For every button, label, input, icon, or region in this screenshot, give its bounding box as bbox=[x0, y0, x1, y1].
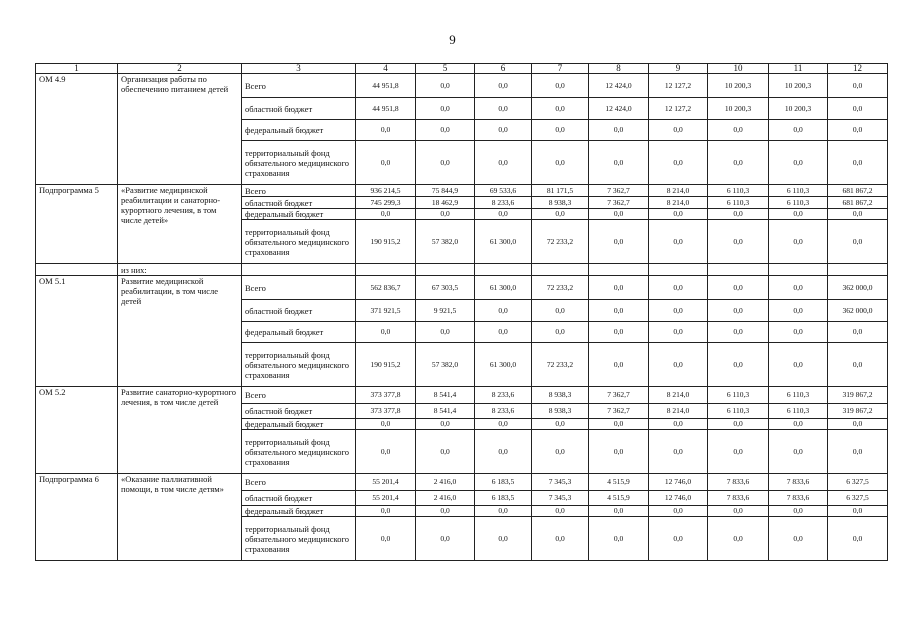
funding-source: федеральный бюджет bbox=[242, 506, 356, 517]
amount-cell: 9 921,5 bbox=[416, 300, 475, 322]
amount-cell: 0,0 bbox=[708, 322, 769, 343]
amount-cell: 6 110,3 bbox=[708, 185, 769, 197]
amount-cell: 0,0 bbox=[769, 343, 828, 387]
amount-cell: 6 327,5 bbox=[828, 491, 888, 506]
amount-cell: 12 746,0 bbox=[649, 491, 708, 506]
column-header: 3 bbox=[242, 64, 356, 74]
amount-cell: 0,0 bbox=[532, 141, 589, 185]
funding-source: федеральный бюджет bbox=[242, 419, 356, 430]
amount-cell: 0,0 bbox=[769, 419, 828, 430]
amount-cell: 6 110,3 bbox=[769, 404, 828, 419]
amount-cell: 0,0 bbox=[769, 209, 828, 220]
amount-cell: 0,0 bbox=[589, 300, 649, 322]
empty-cell bbox=[769, 264, 828, 276]
program-name: «Оказание паллиативной помощи, в том числе детям» bbox=[118, 474, 242, 561]
amount-cell: 0,0 bbox=[828, 74, 888, 98]
amount-cell: 0,0 bbox=[475, 98, 532, 120]
amount-cell: 0,0 bbox=[356, 506, 416, 517]
amount-cell: 0,0 bbox=[769, 120, 828, 141]
amount-cell: 0,0 bbox=[828, 220, 888, 264]
table-row bbox=[36, 185, 888, 197]
amount-cell: 0,0 bbox=[708, 419, 769, 430]
program-code: ОМ 4.9 bbox=[36, 74, 118, 185]
program-code: Подпрограмма 5 bbox=[36, 185, 118, 264]
amount-cell: 8 214,0 bbox=[649, 197, 708, 209]
amount-cell: 0,0 bbox=[589, 220, 649, 264]
empty-cell bbox=[649, 264, 708, 276]
amount-cell: 0,0 bbox=[356, 419, 416, 430]
funding-source: областной бюджет bbox=[242, 300, 356, 322]
column-header: 10 bbox=[708, 64, 769, 74]
amount-cell: 0,0 bbox=[356, 209, 416, 220]
amount-cell: 0,0 bbox=[356, 430, 416, 474]
amount-cell: 0,0 bbox=[589, 343, 649, 387]
amount-cell: 0,0 bbox=[769, 506, 828, 517]
amount-cell: 0,0 bbox=[532, 419, 589, 430]
amount-cell: 0,0 bbox=[649, 322, 708, 343]
amount-cell: 362 000,0 bbox=[828, 300, 888, 322]
amount-cell: 61 300,0 bbox=[475, 276, 532, 300]
funding-source: территориальный фонд обязательного медицинского страхования bbox=[242, 220, 356, 264]
amount-cell: 0,0 bbox=[589, 322, 649, 343]
amount-cell: 0,0 bbox=[828, 209, 888, 220]
amount-cell: 362 000,0 bbox=[828, 276, 888, 300]
amount-cell: 6 110,3 bbox=[769, 387, 828, 404]
amount-cell: 6 183,5 bbox=[475, 491, 532, 506]
amount-cell: 0,0 bbox=[532, 506, 589, 517]
amount-cell: 371 921,5 bbox=[356, 300, 416, 322]
amount-cell: 7 833,6 bbox=[769, 474, 828, 491]
amount-cell: 72 233,2 bbox=[532, 276, 589, 300]
empty-cell bbox=[356, 264, 416, 276]
amount-cell: 8 214,0 bbox=[649, 387, 708, 404]
amount-cell: 0,0 bbox=[475, 141, 532, 185]
amount-cell: 12 127,2 bbox=[649, 74, 708, 98]
amount-cell: 75 844,9 bbox=[416, 185, 475, 197]
amount-cell: 0,0 bbox=[475, 120, 532, 141]
amount-cell: 0,0 bbox=[589, 430, 649, 474]
amount-cell: 0,0 bbox=[769, 276, 828, 300]
between-label: из них: bbox=[118, 264, 242, 276]
empty-cell bbox=[416, 264, 475, 276]
amount-cell: 319 867,2 bbox=[828, 404, 888, 419]
amount-cell: 6 110,3 bbox=[708, 404, 769, 419]
empty-cell bbox=[708, 264, 769, 276]
amount-cell: 8 214,0 bbox=[649, 185, 708, 197]
table-row bbox=[36, 474, 888, 491]
amount-cell: 4 515,9 bbox=[589, 491, 649, 506]
amount-cell: 0,0 bbox=[475, 517, 532, 561]
program-name: Организация работы по обеспечению питанием детей bbox=[118, 74, 242, 185]
amount-cell: 0,0 bbox=[649, 419, 708, 430]
amount-cell: 0,0 bbox=[708, 430, 769, 474]
amount-cell: 0,0 bbox=[532, 120, 589, 141]
amount-cell: 0,0 bbox=[769, 322, 828, 343]
amount-cell: 0,0 bbox=[649, 209, 708, 220]
amount-cell: 8 541,4 bbox=[416, 387, 475, 404]
amount-cell: 0,0 bbox=[416, 322, 475, 343]
amount-cell: 72 233,2 bbox=[532, 220, 589, 264]
amount-cell: 44 951,8 bbox=[356, 98, 416, 120]
amount-cell: 7 833,6 bbox=[708, 491, 769, 506]
amount-cell: 0,0 bbox=[649, 220, 708, 264]
amount-cell: 0,0 bbox=[828, 506, 888, 517]
amount-cell: 0,0 bbox=[828, 141, 888, 185]
table-body bbox=[36, 74, 888, 561]
amount-cell: 562 836,7 bbox=[356, 276, 416, 300]
amount-cell: 0,0 bbox=[708, 506, 769, 517]
amount-cell: 57 382,0 bbox=[416, 220, 475, 264]
amount-cell: 0,0 bbox=[589, 120, 649, 141]
amount-cell: 0,0 bbox=[475, 322, 532, 343]
amount-cell: 0,0 bbox=[532, 209, 589, 220]
amount-cell: 0,0 bbox=[356, 517, 416, 561]
amount-cell: 0,0 bbox=[828, 98, 888, 120]
amount-cell: 0,0 bbox=[589, 276, 649, 300]
amount-cell: 0,0 bbox=[532, 300, 589, 322]
amount-cell: 0,0 bbox=[708, 300, 769, 322]
amount-cell: 8 233,6 bbox=[475, 404, 532, 419]
column-header: 4 bbox=[356, 64, 416, 74]
amount-cell: 7 345,3 bbox=[532, 474, 589, 491]
column-header: 7 bbox=[532, 64, 589, 74]
amount-cell: 0,0 bbox=[769, 141, 828, 185]
amount-cell: 55 201,4 bbox=[356, 474, 416, 491]
amount-cell: 936 214,5 bbox=[356, 185, 416, 197]
funding-source: территориальный фонд обязательного медицинского страхования bbox=[242, 430, 356, 474]
amount-cell: 0,0 bbox=[589, 209, 649, 220]
amount-cell: 0,0 bbox=[589, 506, 649, 517]
funding-source: областной бюджет bbox=[242, 197, 356, 209]
amount-cell: 0,0 bbox=[532, 517, 589, 561]
amount-cell: 6 110,3 bbox=[708, 197, 769, 209]
amount-cell: 0,0 bbox=[532, 322, 589, 343]
amount-cell: 0,0 bbox=[708, 343, 769, 387]
amount-cell: 12 424,0 bbox=[589, 74, 649, 98]
funding-source: федеральный бюджет bbox=[242, 322, 356, 343]
funding-source: областной бюджет bbox=[242, 98, 356, 120]
amount-cell: 10 200,3 bbox=[708, 74, 769, 98]
amount-cell: 0,0 bbox=[649, 506, 708, 517]
column-header: 2 bbox=[118, 64, 242, 74]
program-code: ОМ 5.1 bbox=[36, 276, 118, 387]
program-name: Развитие медицинской реабилитации, в том числе детей bbox=[118, 276, 242, 387]
program-name: «Развитие медицинской реабилитации и санаторно-курортного лечения, в том числе детей» bbox=[118, 185, 242, 264]
amount-cell: 8 541,4 bbox=[416, 404, 475, 419]
funding-source: территориальный фонд обязательного медицинского страхования bbox=[242, 517, 356, 561]
amount-cell: 12 746,0 bbox=[649, 474, 708, 491]
amount-cell: 12 424,0 bbox=[589, 98, 649, 120]
amount-cell: 0,0 bbox=[589, 141, 649, 185]
amount-cell: 0,0 bbox=[708, 120, 769, 141]
amount-cell: 8 938,3 bbox=[532, 387, 589, 404]
funding-source: Всего bbox=[242, 276, 356, 300]
funding-source: Всего bbox=[242, 74, 356, 98]
empty-cell bbox=[242, 264, 356, 276]
amount-cell: 8 938,3 bbox=[532, 404, 589, 419]
amount-cell: 0,0 bbox=[708, 276, 769, 300]
amount-cell: 0,0 bbox=[828, 120, 888, 141]
amount-cell: 0,0 bbox=[708, 141, 769, 185]
amount-cell: 8 938,3 bbox=[532, 197, 589, 209]
amount-cell: 7 362,7 bbox=[589, 197, 649, 209]
amount-cell: 69 533,6 bbox=[475, 185, 532, 197]
amount-cell: 0,0 bbox=[649, 276, 708, 300]
amount-cell: 0,0 bbox=[828, 322, 888, 343]
empty-cell bbox=[532, 264, 589, 276]
program-code: ОМ 5.2 bbox=[36, 387, 118, 474]
funding-source: федеральный бюджет bbox=[242, 209, 356, 220]
amount-cell: 61 300,0 bbox=[475, 343, 532, 387]
amount-cell: 0,0 bbox=[416, 430, 475, 474]
amount-cell: 0,0 bbox=[416, 517, 475, 561]
amount-cell: 0,0 bbox=[828, 430, 888, 474]
program-code: Подпрограмма 6 bbox=[36, 474, 118, 561]
amount-cell: 0,0 bbox=[649, 517, 708, 561]
amount-cell: 0,0 bbox=[649, 300, 708, 322]
amount-cell: 0,0 bbox=[769, 517, 828, 561]
column-header: 9 bbox=[649, 64, 708, 74]
column-header: 12 bbox=[828, 64, 888, 74]
amount-cell: 0,0 bbox=[475, 430, 532, 474]
funding-source: областной бюджет bbox=[242, 491, 356, 506]
amount-cell: 7 345,3 bbox=[532, 491, 589, 506]
funding-source: территориальный фонд обязательного медицинского страхования bbox=[242, 343, 356, 387]
amount-cell: 319 867,2 bbox=[828, 387, 888, 404]
amount-cell: 7 833,6 bbox=[769, 491, 828, 506]
amount-cell: 0,0 bbox=[356, 141, 416, 185]
amount-cell: 6 110,3 bbox=[769, 185, 828, 197]
amount-cell: 10 200,3 bbox=[708, 98, 769, 120]
empty-cell bbox=[475, 264, 532, 276]
column-header: 8 bbox=[589, 64, 649, 74]
amount-cell: 61 300,0 bbox=[475, 220, 532, 264]
amount-cell: 10 200,3 bbox=[769, 74, 828, 98]
amount-cell: 0,0 bbox=[475, 419, 532, 430]
amount-cell: 373 377,8 bbox=[356, 404, 416, 419]
amount-cell: 0,0 bbox=[416, 74, 475, 98]
amount-cell: 0,0 bbox=[649, 343, 708, 387]
funding-source: территориальный фонд обязательного медицинского страхования bbox=[242, 141, 356, 185]
amount-cell: 10 200,3 bbox=[769, 98, 828, 120]
amount-cell: 0,0 bbox=[416, 141, 475, 185]
amount-cell: 7 362,7 bbox=[589, 387, 649, 404]
amount-cell: 0,0 bbox=[769, 220, 828, 264]
budget-table bbox=[35, 63, 888, 561]
amount-cell: 0,0 bbox=[589, 517, 649, 561]
amount-cell: 0,0 bbox=[649, 430, 708, 474]
amount-cell: 190 915,2 bbox=[356, 220, 416, 264]
table-row bbox=[36, 276, 888, 300]
amount-cell: 7 362,7 bbox=[589, 404, 649, 419]
amount-cell: 0,0 bbox=[475, 506, 532, 517]
amount-cell: 67 303,5 bbox=[416, 276, 475, 300]
amount-cell: 0,0 bbox=[532, 98, 589, 120]
column-header: 11 bbox=[769, 64, 828, 74]
funding-source: областной бюджет bbox=[242, 404, 356, 419]
amount-cell: 0,0 bbox=[356, 322, 416, 343]
empty-cell bbox=[36, 264, 118, 276]
column-header: 6 bbox=[475, 64, 532, 74]
amount-cell: 0,0 bbox=[828, 517, 888, 561]
amount-cell: 0,0 bbox=[532, 430, 589, 474]
header-row bbox=[36, 64, 888, 74]
amount-cell: 12 127,2 bbox=[649, 98, 708, 120]
amount-cell: 0,0 bbox=[649, 141, 708, 185]
amount-cell: 4 515,9 bbox=[589, 474, 649, 491]
empty-cell bbox=[589, 264, 649, 276]
amount-cell: 44 951,8 bbox=[356, 74, 416, 98]
amount-cell: 0,0 bbox=[708, 209, 769, 220]
amount-cell: 6 183,5 bbox=[475, 474, 532, 491]
amount-cell: 0,0 bbox=[416, 120, 475, 141]
empty-cell bbox=[828, 264, 888, 276]
funding-source: федеральный бюджет bbox=[242, 120, 356, 141]
amount-cell: 0,0 bbox=[416, 419, 475, 430]
column-header: 1 bbox=[36, 64, 118, 74]
amount-cell: 7 833,6 bbox=[708, 474, 769, 491]
table-row bbox=[36, 74, 888, 98]
separator-row bbox=[36, 264, 888, 276]
table-row bbox=[36, 387, 888, 404]
amount-cell: 373 377,8 bbox=[356, 387, 416, 404]
amount-cell: 0,0 bbox=[769, 430, 828, 474]
amount-cell: 72 233,2 bbox=[532, 343, 589, 387]
amount-cell: 0,0 bbox=[416, 98, 475, 120]
amount-cell: 6 110,3 bbox=[769, 197, 828, 209]
amount-cell: 745 299,3 bbox=[356, 197, 416, 209]
amount-cell: 81 171,5 bbox=[532, 185, 589, 197]
amount-cell: 0,0 bbox=[828, 419, 888, 430]
page-number: 9 bbox=[449, 32, 456, 47]
amount-cell: 18 462,9 bbox=[416, 197, 475, 209]
amount-cell: 0,0 bbox=[708, 220, 769, 264]
amount-cell: 0,0 bbox=[769, 300, 828, 322]
amount-cell: 0,0 bbox=[475, 300, 532, 322]
amount-cell: 681 867,2 bbox=[828, 197, 888, 209]
amount-cell: 7 362,7 bbox=[589, 185, 649, 197]
amount-cell: 55 201,4 bbox=[356, 491, 416, 506]
amount-cell: 0,0 bbox=[649, 120, 708, 141]
amount-cell: 0,0 bbox=[416, 506, 475, 517]
amount-cell: 8 233,6 bbox=[475, 197, 532, 209]
funding-source: Всего bbox=[242, 185, 356, 197]
amount-cell: 190 915,2 bbox=[356, 343, 416, 387]
amount-cell: 0,0 bbox=[475, 209, 532, 220]
amount-cell: 0,0 bbox=[589, 419, 649, 430]
amount-cell: 681 867,2 bbox=[828, 185, 888, 197]
funding-source: Всего bbox=[242, 474, 356, 491]
amount-cell: 0,0 bbox=[828, 343, 888, 387]
amount-cell: 6 110,3 bbox=[708, 387, 769, 404]
funding-source: Всего bbox=[242, 387, 356, 404]
amount-cell: 0,0 bbox=[532, 74, 589, 98]
program-name: Развитие санаторно-курортного лечения, в том числе детей bbox=[118, 387, 242, 474]
column-header: 5 bbox=[416, 64, 475, 74]
amount-cell: 0,0 bbox=[475, 74, 532, 98]
amount-cell: 0,0 bbox=[708, 517, 769, 561]
amount-cell: 8 233,6 bbox=[475, 387, 532, 404]
amount-cell: 0,0 bbox=[416, 209, 475, 220]
amount-cell: 8 214,0 bbox=[649, 404, 708, 419]
amount-cell: 2 416,0 bbox=[416, 491, 475, 506]
amount-cell: 57 382,0 bbox=[416, 343, 475, 387]
amount-cell: 2 416,0 bbox=[416, 474, 475, 491]
amount-cell: 0,0 bbox=[356, 120, 416, 141]
amount-cell: 6 327,5 bbox=[828, 474, 888, 491]
